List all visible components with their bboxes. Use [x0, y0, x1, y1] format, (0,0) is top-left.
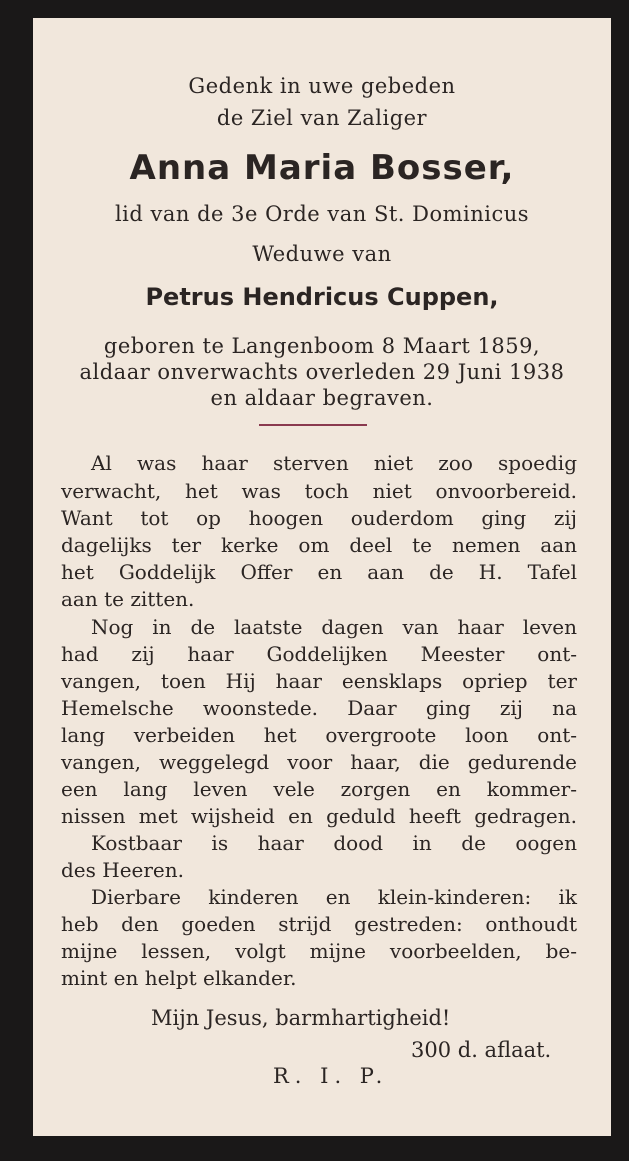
body-line: vangen, weggelegd voor haar, die gedurende	[61, 750, 577, 774]
death-line: aldaar onverwachts overleden 29 Juni 1938	[79, 360, 565, 384]
body-line: mijne lessen, volgt mijne voorbeelden, be-	[61, 939, 577, 963]
body-line: heb den goeden strijd gestreden: onthoudt	[61, 912, 577, 936]
birth-line: geboren te Langenboom 8 Maart 1859,	[103, 334, 541, 358]
body-line: Want tot op hoogen ouderdom ging zij	[61, 506, 577, 530]
body-line: vangen, toen Hij haar eensklaps opriep ter	[61, 669, 577, 693]
body-line: had zij haar Goddelijken Meester ont-	[61, 642, 577, 666]
body-line: Kostbaar is haar dood in de oogen	[91, 831, 577, 855]
widow-line: Weduwe van	[252, 242, 392, 266]
prayer-line: Mijn Jesus, barmhartigheid!	[151, 1006, 451, 1030]
card-paper	[33, 18, 611, 1136]
body-line: nissen met wijsheid en geduld heeft gedragen.	[61, 804, 577, 828]
body-line: het Goddelijk Offer en aan de H. Tafel	[61, 560, 577, 584]
body-line: een lang leven vele zorgen en kommer-	[61, 777, 577, 801]
body-line: mint en helpt elkander.	[61, 966, 297, 990]
body-line: verwacht, het was toch niet onvoorbereid.	[61, 479, 577, 503]
body-line: Nog in de laatste dagen van haar leven	[91, 615, 577, 639]
body-line: Hemelsche woonstede. Daar ging zij na	[61, 696, 577, 720]
body-line: des Heeren.	[61, 858, 185, 882]
body-line: dagelijks ter kerke om deel te nemen aan	[61, 533, 577, 557]
indulgence-line: 300 d. aflaat.	[411, 1038, 552, 1062]
rip-line: R. I. P.	[273, 1064, 389, 1088]
remember-line: Gedenk in uwe gebeden	[188, 74, 456, 98]
soul-line: de Ziel van Zaliger	[216, 106, 428, 130]
deceased-name: Anna Maria Bosser,	[129, 148, 515, 188]
body-line: Al was haar sterven niet zoo spoedig	[91, 451, 577, 475]
body-line: Dierbare kinderen en klein-kinderen: ik	[91, 885, 577, 909]
order-line: lid van de 3e Orde van St. Dominicus	[114, 202, 530, 226]
body-line: aan te zitten.	[61, 587, 195, 611]
body-line: lang verbeiden het overgroote loon ont-	[61, 723, 577, 747]
spouse-name: Petrus Hendricus Cuppen,	[145, 283, 499, 311]
burial-line: en aldaar begraven.	[210, 386, 434, 410]
divider	[259, 424, 367, 426]
